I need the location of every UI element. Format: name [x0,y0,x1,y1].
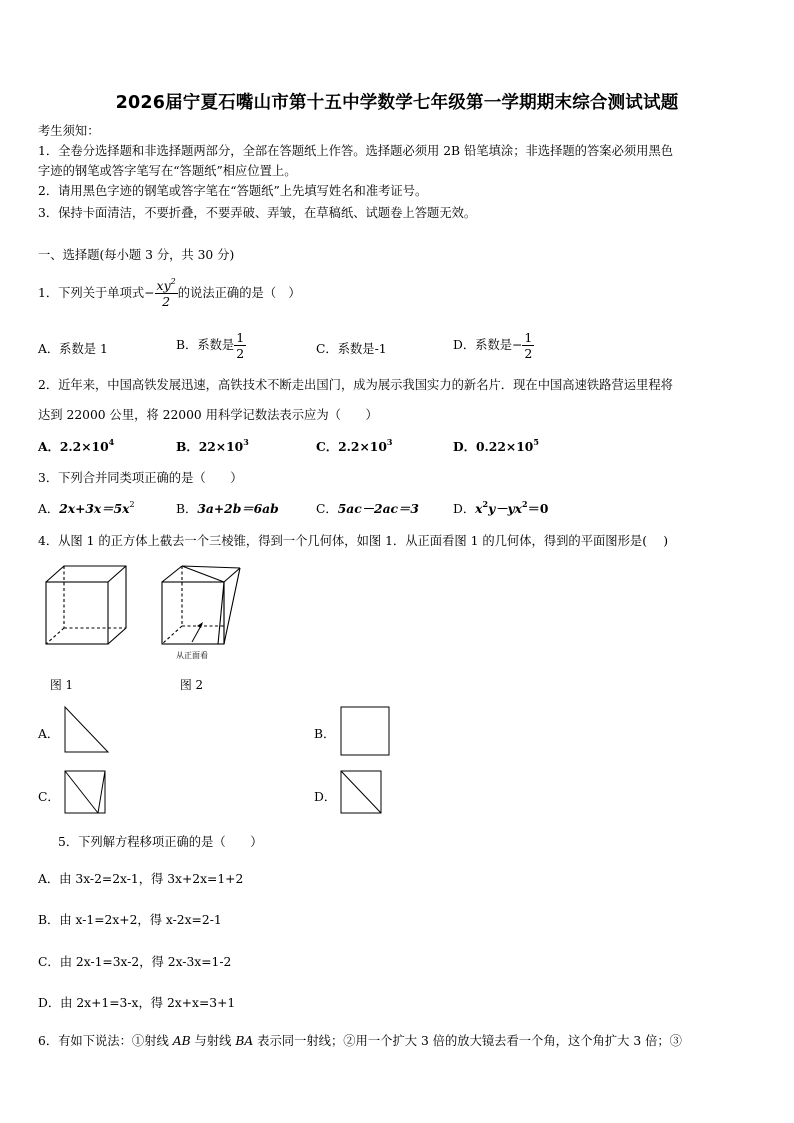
notice-heading: 考生须知： [38,124,100,138]
q2-c-exponent: 3 [386,437,393,447]
q1-option-d-label: D．系数是− [453,338,523,352]
q1-d-numerator: 1 [524,330,533,345]
q4-option-a[interactable]: A． [38,727,60,741]
q2-b-exponent: 3 [243,437,249,447]
figure-2-label: 图 2 [180,678,204,692]
q6-part-1: 6．有如下说法：①射线 [38,1034,173,1048]
q3-d-end: ＝0 [527,501,549,516]
figure-1-cube [40,562,130,652]
q3-a-label: A． [38,502,60,516]
q1-option-a[interactable]: A．系数是 1 [38,342,108,356]
q1-d-denominator: 2 [524,346,533,361]
q5-option-c[interactable]: C．由 2x-1=3x-2，得 2x-3x=1-2 [38,955,232,969]
q2-line-1: 2．近年来，中国高铁发展迅速，高铁技术不断走出国门，成为展示我国实力的新名片．现在中国高速铁路营运里程将 [38,378,673,392]
q3-d-x: x [475,501,483,516]
section-heading: 一、选择题(每小题 3 分，共 30 分) [38,248,235,262]
q1-option-b-fraction [234,330,246,361]
q5-option-d[interactable]: D．由 2x+1=3-x，得 2x+x=3+1 [38,996,236,1010]
q1-prefix: 1．下列关于单项式 [38,286,145,300]
q2-d-text: D．0.22×10 [453,439,534,454]
q3-c-label: C． [316,502,338,516]
q4-option-d-diagonal-square-shape[interactable] [340,770,384,816]
q3-option-d[interactable] [453,499,548,517]
q3-option-b[interactable] [176,499,279,517]
q6-part-3: 表示同一射线；②用一个扩大 3 倍的放大镜去看一个角，这个角扩大 3 倍；③ [253,1034,682,1048]
q2-c-text: C．2.2×10 [316,439,387,454]
q3-a-expr: 2x+3x＝5x [59,501,130,516]
q6-ray-ba: BA [235,1034,254,1048]
q6-part-2: 与射线 [190,1034,236,1048]
q2-option-b[interactable] [176,437,249,455]
q1-numerator: xy [156,278,171,293]
q4-option-c-split-square-shape[interactable] [64,770,108,816]
q1-denominator: 2 [162,294,171,309]
q3-d-exponent-1: 2 [482,499,489,509]
q2-b-text: B．22×10 [176,439,244,454]
q2-option-c[interactable] [316,437,392,455]
q3-b-label: B． [176,502,198,516]
q5-option-a[interactable]: A．由 3x-2=2x-1，得 3x+2x=1+2 [38,872,244,886]
q1-option-d-fraction [522,330,534,361]
page-title: 2026届宁夏石嘴山市第十五中学数学七年级第一学期期末综合测试试题 [115,93,679,113]
q5-option-b[interactable]: B．由 x-1=2x+2，得 x-2x=2-1 [38,913,222,927]
q3-option-c[interactable] [316,499,419,517]
q2-option-a[interactable] [38,437,114,455]
notice-line-1b: 字迹的钢笔或答字笔写在“答题纸”相应位置上。 [38,164,297,178]
q2-d-exponent: 5 [533,437,539,447]
q5-stem: 5．下列解方程移项正确的是（ ） [58,835,263,849]
notice-line-2: 2．请用黑色字迹的钢笔或答字笔在“答题纸”上先填写姓名和准考证号。 [38,184,428,198]
q4-option-b[interactable]: B． [314,727,336,741]
notice-line-1a: 1．全卷分选择题和非选择题两部分，全部在答题纸上作答。选择题必须用 2B 铅笔填涂；非选择题的答案必须用黑色 [38,144,674,158]
notice-line-3: 3．保持卡面清洁，不要折叠，不要弄破、弄皱，在草稿纸、试题卷上答题无效。 [38,206,477,220]
figure-2-cut-cube [158,562,248,662]
q6-ray-ab: AB [172,1034,191,1048]
q2-a-exponent: 4 [108,437,115,447]
q4-option-a-triangle-shape[interactable] [64,706,112,754]
q3-stem: 3．下列合并同类项正确的是（ ） [38,471,243,485]
q1-numerator-exponent: 2 [170,277,176,286]
q1-option-b[interactable] [176,328,246,362]
q4-option-b-square-shape[interactable] [340,706,392,758]
q1-monomial-fraction [155,278,178,309]
q3-c-expr: 5ac－2ac＝3 [337,501,419,516]
q3-d-mid: y－yx [488,501,522,516]
q3-d-exponent-2: 2 [522,499,528,509]
q2-a-text: A．2.2×10 [38,439,109,454]
q6-stem [38,1031,682,1049]
q2-option-d[interactable] [453,437,539,455]
q4-option-c[interactable]: C． [38,790,60,804]
q1-minus: − [144,286,155,300]
q1-option-b-label: B．系数是 [176,338,235,352]
q4-option-d[interactable]: D． [314,790,337,804]
q3-d-label: D． [453,502,476,516]
question-1-stem [38,276,301,310]
q3-option-a[interactable] [38,499,135,517]
q3-a-exponent: 2 [129,500,135,509]
q4-stem: 4．从图 1 的正方体上截去一个三棱锥，得到一个几何体，如图 1．从正面看图 1 的几何体，得到的平面图形是( ) [38,534,669,548]
view-direction-label: 从正面看 [176,651,208,660]
q2-line-2: 达到 22000 公里，将 22000 用科学记数法表示应为（ ） [38,408,378,422]
q1-suffix: 的说法正确的是（ ） [177,286,301,300]
figure-1-label: 图 1 [50,678,74,692]
q1-b-numerator: 1 [236,330,245,345]
q1-option-d[interactable] [453,328,534,362]
q1-option-c[interactable]: C．系数是-1 [316,342,387,356]
q3-b-expr: 3a+2b＝6ab [197,501,279,516]
q1-b-denominator: 2 [236,346,245,361]
